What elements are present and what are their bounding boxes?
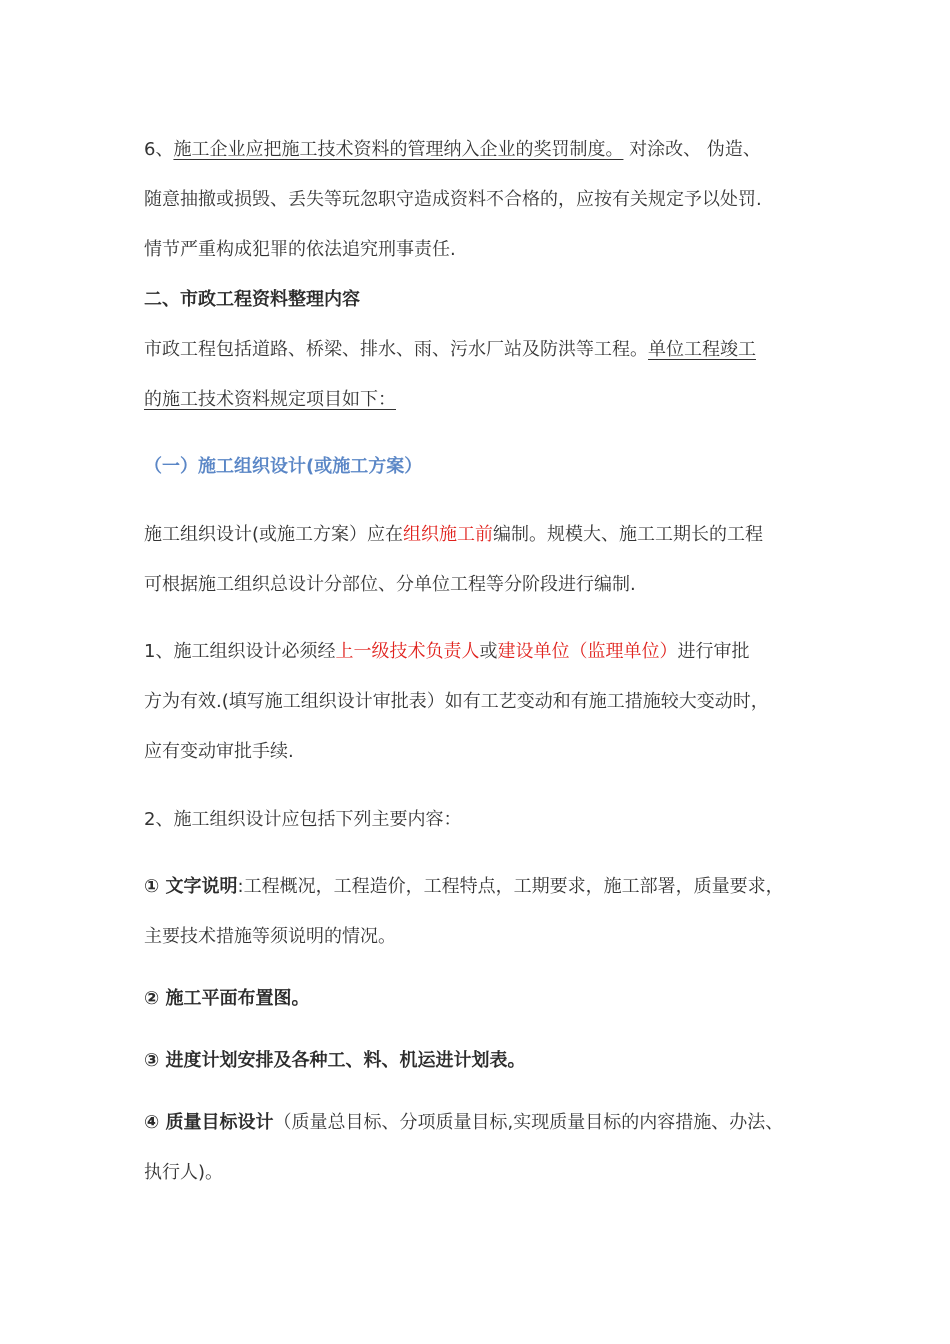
para-6-line-2: 随意抽撤或损毁、丢失等玩忽职守造成资料不合格的，应按有关规定予以处罚. — [144, 189, 762, 210]
intro-line-1 — [144, 337, 756, 363]
design-text: 施工组织设计(或施工方案）应在 — [144, 524, 404, 545]
content-4-label: ④ 质量目标设计 — [144, 1112, 274, 1133]
item-1-line-1 — [144, 639, 749, 665]
subsection-1-heading: （一）施工组织设计(或施工方案） — [144, 456, 423, 477]
content-1-line-1 — [144, 874, 784, 900]
item-1-line-2: 方为有效.(填写施工组织设计审批表）如有工艺变动和有施工措施较大变动时， — [144, 691, 769, 712]
content-1-label: ① 文字说明 — [144, 876, 238, 897]
para-6-underlined-text: 施工企业应把施工技术资料的管理纳入企业的奖罚制度。 — [173, 139, 624, 160]
section-2-heading: 二、市政工程资料整理内容 — [144, 289, 360, 310]
design-para-line-2: 可根据施工组织总设计分部位、分单位工程等分阶段进行编制. — [144, 574, 636, 595]
intro-underlined-text-2: 的施工技术资料规定项目如下： — [144, 389, 396, 410]
design-highlight: 组织施工前 — [403, 524, 494, 545]
para-6-text: 对涂改、 伪造、 — [623, 139, 761, 160]
content-1-text: :工程概况，工程造价，工程特点，工期要求，施工部署，质量要求， — [237, 876, 784, 897]
content-4-line-2: 执行人)。 — [144, 1162, 224, 1183]
item-1-text-or: 或 — [479, 641, 498, 662]
item-1-highlight-2: 建设单位（监理单位） — [497, 641, 678, 662]
content-3: ③ 进度计划安排及各种工、料、机运进计划表。 — [144, 1050, 526, 1071]
item-2: 2、施工组织设计应包括下列主要内容： — [144, 809, 462, 830]
content-4-text: （质量总目标、分项质量目标,实现质量目标的内容措施、办法、 — [273, 1112, 784, 1133]
item-1-text-2: 进行审批 — [677, 641, 750, 662]
content-2: ② 施工平面布置图。 — [144, 988, 310, 1009]
intro-line-2 — [144, 387, 396, 413]
item-1-text: 1、施工组织设计必须经 — [144, 641, 336, 662]
design-para-line-1 — [144, 522, 763, 548]
item-1-highlight-1: 上一级技术负责人 — [335, 641, 480, 662]
design-text-2: 编制。规模大、施工工期长的工程 — [493, 524, 764, 545]
content-4-line-1 — [144, 1110, 783, 1136]
intro-underlined-text: 单位工程竣工 — [648, 339, 756, 360]
intro-text: 市政工程包括道路、桥梁、排水、雨、污水厂站及防洪等工程。 — [144, 339, 648, 360]
para-6-line-1 — [144, 137, 761, 163]
item-1-line-3: 应有变动审批手续. — [144, 741, 294, 762]
content-1-line-2: 主要技术措施等须说明的情况。 — [144, 926, 396, 947]
para-6-line-3: 情节严重构成犯罪的依法追究刑事责任. — [144, 239, 456, 260]
para-6-number: 6、 — [144, 139, 174, 160]
